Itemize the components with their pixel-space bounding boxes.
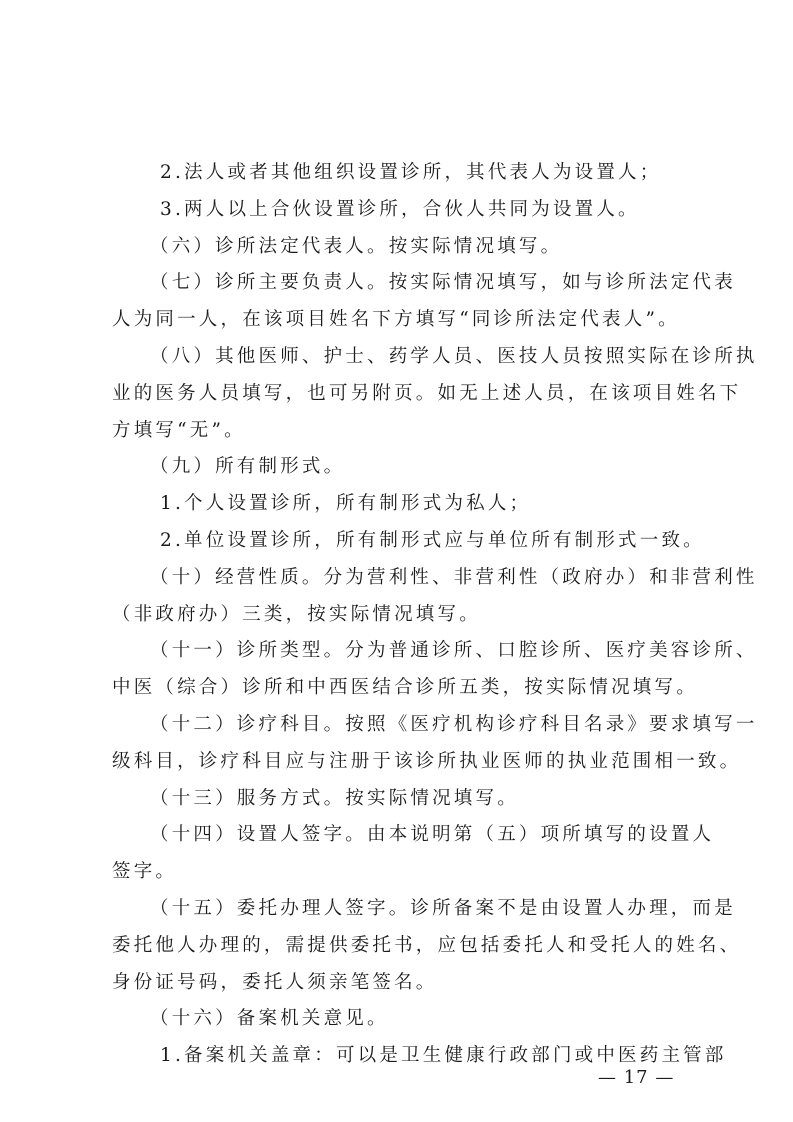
text-line: 业的医务人员填写，也可另附页。如无上述人员，在该项目姓名下 xyxy=(112,382,742,404)
text-line: （七）诊所主要负责人。按实际情况填写，如与诊所法定代表 xyxy=(150,272,736,294)
text-line: 1.备案机关盖章：可以是卫生健康行政部门或中医药主管部 xyxy=(160,1045,727,1067)
text-line: （八）其他医师、护士、药学人员、医技人员按照实际在诊所执 xyxy=(150,346,758,367)
text-line: 3.两人以上合伙设置诊所，合伙人共同为设置人。 xyxy=(160,198,640,220)
text-line: （十三）服务方式。按实际情况填写。 xyxy=(150,787,519,809)
text-line: 2.单位设置诊所，所有制形式应与单位所有制形式一致。 xyxy=(160,530,705,551)
text-line: （十四）设置人签字。由本说明第（五）项所填写的设置人 xyxy=(150,824,715,846)
text-line: 签字。 xyxy=(112,861,178,883)
text-line: （非政府办）三类，按实际情况填写。 xyxy=(112,603,481,625)
text-line: 2.法人或者其他组织设置诊所，其代表人为设置人； xyxy=(160,162,662,183)
text-line: （十）经营性质。分为营利性、非营利性（政府办）和非营利性 xyxy=(150,566,758,588)
page-number: — 17 — xyxy=(598,1067,675,1088)
text-line: （十二）诊疗科目。按照《医疗机构诊疗科目名录》要求填写一 xyxy=(150,714,758,735)
text-line: 人为同一人，在该项目姓名下方填写“同诊所法定代表人”。 xyxy=(112,309,680,331)
text-line: （十一）诊所类型。分为普通诊所、口腔诊所、医疗美容诊所、 xyxy=(150,640,758,662)
text-line: （六）诊所法定代表人。按实际情况填写。 xyxy=(150,235,563,257)
text-line: （十六）备案机关意见。 xyxy=(150,1008,389,1030)
text-line: 中医（综合）诊所和中西医结合诊所五类，按实际情况填写。 xyxy=(112,677,698,699)
text-line: 1.个人设置诊所，所有制形式为私人； xyxy=(160,493,532,515)
text-line: 方填写“无”。 xyxy=(112,419,246,441)
text-line: （十五）委托办理人签字。诊所备案不是由设置人办理，而是 xyxy=(150,898,736,919)
text-line: （九）所有制形式。 xyxy=(150,456,346,478)
text-line: 身份证号码，委托人须亲笔签名。 xyxy=(112,971,438,993)
text-line: 级科目，诊疗科目应与注册于该诊所执业医师的执业范围相一致。 xyxy=(112,750,742,772)
text-line: 委托他人办理的，需提供委托书，应包括委托人和受托人的姓名、 xyxy=(112,934,742,956)
